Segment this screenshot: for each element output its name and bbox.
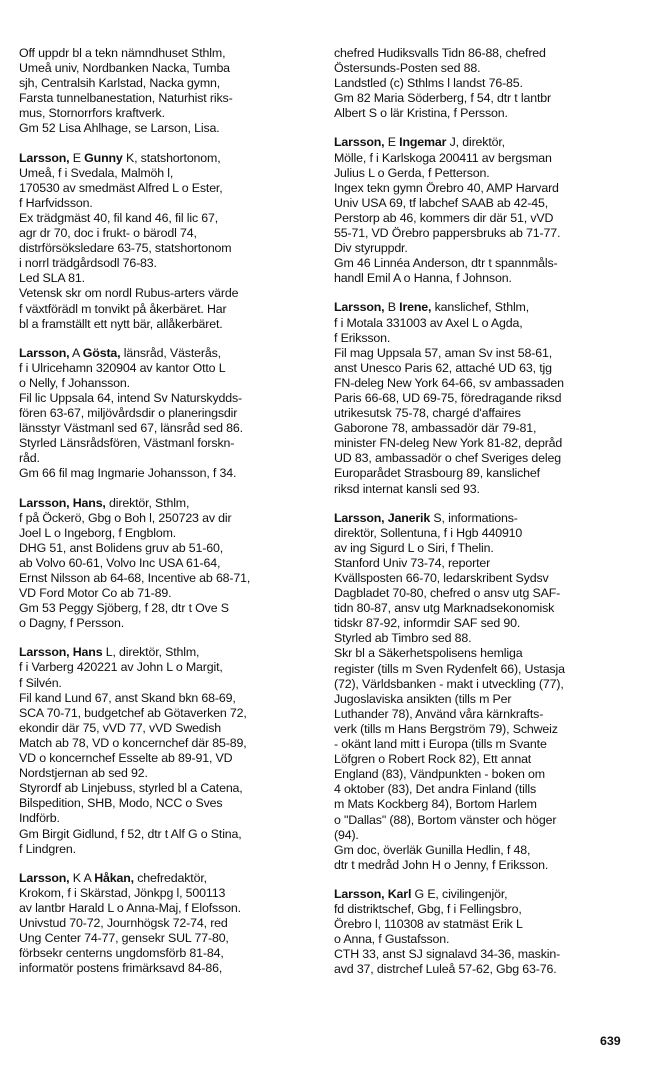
entry-text: Ingex tekn gymn Örebro 40, AMP Harvard (334, 180, 559, 195)
text-line (334, 858, 630, 873)
text-line (19, 302, 315, 317)
text-line (334, 631, 630, 646)
text-line (19, 842, 315, 857)
entry-text: m Mats Kockberg 84), Bortom Harlem (334, 797, 537, 812)
entry-text: chefredaktör, (133, 870, 207, 885)
text-line (19, 226, 315, 241)
entry-text: VD o koncernchef Esselte ab 89-91, VD (19, 751, 233, 766)
entry-text: o Dagny, f Persson. (19, 616, 125, 631)
text-line (334, 902, 630, 917)
entry-text: Match ab 78, VD o koncernchef där 85-89, (19, 735, 247, 750)
page-number: 639 (600, 1034, 621, 1048)
entry-text: förbsekr centerns ungdomsförb 81-84, (19, 946, 224, 961)
text-line (334, 196, 630, 211)
entry-name: Håkan, (94, 870, 134, 885)
entry-name: Larsson, (19, 150, 70, 165)
entry-text: Albert S o lär Kristina, f Persson. (334, 106, 508, 121)
entry-name: Larsson, Hans (19, 645, 103, 660)
text-line (19, 601, 315, 616)
entry-text: f i Motala 331003 av Axel L o Agda, (334, 315, 523, 330)
entry-text: S, informations- (430, 510, 518, 525)
text-line (19, 511, 315, 526)
right-column (334, 46, 630, 991)
entry-text: Nordstjernan ab sed 92. (19, 766, 148, 781)
text-line (19, 721, 315, 736)
text-line (19, 781, 315, 796)
text-line (19, 691, 315, 706)
text-line (334, 361, 630, 376)
entry-name: Larsson, Karl (334, 886, 412, 901)
entry-text: (94). (334, 827, 359, 842)
entry-text: Krokom, f i Skärstad, Jönkpg l, 500113 (19, 885, 226, 900)
biography-entry (334, 46, 630, 121)
entry-text: K, statshortonom, (122, 150, 221, 165)
text-line (19, 541, 315, 556)
text-line (19, 706, 315, 721)
text-line (334, 226, 630, 241)
entry-text: England (83), Vändpunkten - boken om (334, 767, 545, 782)
entry-text: ekondir där 75, vVD 77, vVD Swedish (19, 720, 222, 735)
text-line (19, 406, 315, 421)
entry-text: Fil kand Lund 67, anst Skand bkn 68-69, (19, 690, 236, 705)
text-line (19, 931, 315, 946)
text-line (334, 767, 630, 782)
entry-text: Löfgren o Robert Rock 82), Ett annat (334, 752, 532, 767)
entry-text: verk (tills m Hans Bergström 79), Schweiz (334, 721, 558, 736)
text-line (19, 91, 315, 106)
entry-text: UD 83, ambassadör o chef Sveriges deleg (334, 451, 561, 466)
entry-text: Ex trädgmäst 40, fil kand 46, fil lic 67, (19, 210, 219, 225)
text-line (19, 271, 315, 286)
entry-text: f i Varberg 420221 av John L o Margit, (19, 660, 223, 675)
text-line (19, 496, 315, 511)
entry-text: Gm 46 Linnéa Anderson, dtr t spannmåls- (334, 256, 558, 271)
text-line (334, 421, 630, 436)
text-line (19, 556, 315, 571)
text-line (19, 181, 315, 196)
entry-text: länsstyr Västmanl sed 67, länsråd sed 86. (19, 421, 243, 436)
entry-text: f Silvén. (19, 675, 62, 690)
text-line (334, 752, 630, 767)
entry-text: Gm doc, överläk Gunilla Hedlin, f 48, (334, 842, 531, 857)
entry-name: Gösta, (82, 345, 121, 360)
entry-text: SCA 70-71, budgetchef ab Götaverken 72, (19, 705, 247, 720)
text-line (334, 887, 630, 902)
text-line (19, 61, 315, 76)
text-line (19, 421, 315, 436)
entry-text: råd. (19, 451, 40, 466)
text-line (334, 646, 630, 661)
biography-entry (19, 645, 315, 856)
entry-text: chefred Hudiksvalls Tidn 86-88, chefred (334, 46, 546, 60)
text-line (334, 692, 630, 707)
text-line (334, 300, 630, 315)
entry-text: Fil mag Uppsala 57, aman Sv inst 58-61, (334, 345, 552, 360)
text-line (334, 316, 630, 331)
text-line (19, 886, 315, 901)
text-line (334, 76, 630, 91)
entry-text: FN-deleg New York 64-66, sv ambassaden (334, 375, 564, 390)
entry-text: E (69, 150, 85, 165)
text-line (334, 662, 630, 677)
entry-text: 170530 av smedmäst Alfred L o Ester, (19, 180, 223, 195)
text-line (334, 586, 630, 601)
text-line (334, 571, 630, 586)
entry-text: riksd internat kansli sed 93. (334, 481, 480, 496)
entry-text: f Harfvidsson. (19, 195, 93, 210)
entry-text: f Lindgren. (19, 841, 76, 856)
left-column (19, 46, 315, 990)
text-line (19, 286, 315, 301)
text-line (19, 256, 315, 271)
entry-text: Styrled ab Timbro sed 88. (334, 631, 472, 646)
text-line (19, 811, 315, 826)
entry-text: sjh, Centralsih Karlstad, Nacka gymn, (19, 76, 221, 91)
biography-entry (19, 871, 315, 977)
text-line (19, 871, 315, 886)
entry-name: Larsson, Hans, (19, 495, 106, 510)
entry-name: Larsson, (334, 135, 385, 150)
text-line (334, 466, 630, 481)
text-line (19, 151, 315, 166)
text-line (334, 482, 630, 497)
text-line (334, 813, 630, 828)
entry-text: distrförsöksledare 63-75, statshortonom (19, 241, 232, 256)
entry-text: Gm 66 fil mag Ingmarie Johansson, f 34. (19, 466, 237, 481)
entry-text: Luthander 78), Använd våra kärnkrafts- (334, 706, 544, 721)
text-line (19, 391, 315, 406)
text-line (19, 46, 315, 61)
entry-text: (72), Världsbanken - makt i utveckling (77), (334, 676, 564, 691)
text-line (19, 946, 315, 961)
text-line (334, 346, 630, 361)
entry-text: Vetensk skr om nordl Rubus-arters värde (19, 286, 239, 301)
entry-text: direktör, Sthlm, (105, 495, 190, 510)
entry-text: Östersunds-Posten sed 88. (334, 61, 481, 76)
entry-text: avd 37, distrchef Luleå 57-62, Gbg 63-76. (334, 962, 557, 977)
entry-text: E (384, 135, 400, 150)
biography-entry (334, 300, 630, 496)
entry-text: f på Öckerö, Gbg o Boh l, 250723 av dir (19, 510, 232, 525)
text-line (19, 346, 315, 361)
entry-text: av lantbr Harald L o Anna-Maj, f Elofsson. (19, 900, 241, 915)
text-line (19, 376, 315, 391)
text-line (334, 677, 630, 692)
entry-text: i norrl trädgårdsodl 76-83. (19, 256, 157, 271)
text-line (334, 616, 630, 631)
entry-text: 55-71, VD Örebro pappersbruks ab 71-77. (334, 226, 561, 241)
entry-text: Perstorp ab 46, kommers dir där 51, vVD (334, 210, 554, 225)
text-line (19, 660, 315, 675)
text-line (19, 121, 315, 136)
entry-text: handl Emil A o Hanna, f Johnson. (334, 271, 512, 286)
text-line (334, 947, 630, 962)
text-line (19, 241, 315, 256)
text-line (19, 196, 315, 211)
biography-entry (19, 151, 315, 332)
entry-text: Örebro l, 110308 av statmäst Erik L (334, 917, 523, 932)
entry-name: Gunny (84, 150, 123, 165)
entry-text: Led SLA 81. (19, 271, 85, 286)
entry-text: minister FN-deleg New York 81-82, depråd (334, 436, 563, 451)
text-line (334, 331, 630, 346)
text-line (334, 391, 630, 406)
text-line (334, 436, 630, 451)
entry-text: register (tills m Sven Rydenfelt 66), Ustasja (334, 661, 565, 676)
text-line (19, 827, 315, 842)
entry-text: Julius L o Gerda, f Petterson. (334, 165, 490, 180)
entry-text: VD Ford Motor Co ab 71-89. (19, 586, 172, 601)
entry-text: o Nelly, f Johansson. (19, 375, 130, 390)
biography-entry (334, 511, 630, 873)
entry-text: Gm Birgit Gidlund, f 52, dtr t Alf G o Stina, (19, 826, 242, 841)
biography-entry (334, 135, 630, 286)
text-line (19, 796, 315, 811)
text-line (334, 843, 630, 858)
entry-text: Dagbladet 70-80, chefred o ansv utg SAF- (334, 586, 561, 601)
text-line (334, 166, 630, 181)
text-line (334, 135, 630, 150)
text-line (19, 586, 315, 601)
text-line (19, 901, 315, 916)
text-line (334, 932, 630, 947)
text-line (334, 271, 630, 286)
entry-text: K A (69, 870, 95, 885)
biography-entry (334, 887, 630, 978)
entry-name: Irene, (399, 300, 432, 315)
entry-text: o Anna, f Gustafsson. (334, 932, 450, 947)
biography-entry (19, 346, 315, 482)
entry-text: Univ USA 69, tf labchef SAAB ab 42-45, (334, 195, 549, 210)
text-line (334, 181, 630, 196)
entry-text: Off uppdr bl a tekn nämndhuset Sthlm, (19, 46, 226, 60)
text-line (19, 436, 315, 451)
text-line (334, 376, 630, 391)
text-line (334, 707, 630, 722)
text-line (19, 961, 315, 976)
text-line (334, 106, 630, 121)
entry-text: kanslichef, Sthlm, (431, 300, 530, 315)
entry-text: f i Ulricehamn 320904 av kantor Otto L (19, 360, 226, 375)
text-line (334, 241, 630, 256)
text-line (19, 766, 315, 781)
entry-text: Paris 66-68, UD 69-75, föredragande riksd (334, 390, 562, 405)
text-line (19, 645, 315, 660)
entry-text: länsråd, Västerås, (120, 345, 221, 360)
text-line (334, 406, 630, 421)
entry-text: Farsta tunnelbanestation, Naturhist riks- (19, 91, 233, 106)
text-line (334, 828, 630, 843)
entry-text: av ing Sigurd L o Siri, f Thelin. (334, 540, 494, 555)
text-line (19, 526, 315, 541)
entry-text: Ernst Nilsson ab 64-68, Incentive ab 68-71, (19, 571, 251, 585)
text-line (334, 451, 630, 466)
entry-text: B (384, 300, 400, 315)
entry-text: tidskr 87-92, informdir SAF sed 90. (334, 616, 521, 631)
entry-name: Larsson, (19, 870, 70, 885)
text-line (19, 211, 315, 226)
text-line (334, 962, 630, 977)
text-line (19, 571, 315, 586)
text-line (334, 917, 630, 932)
entry-text: anst Unesco Paris 62, attaché UD 63, tjg (334, 360, 552, 375)
text-line (334, 211, 630, 226)
text-line (334, 737, 630, 752)
entry-text: 4 oktober (83), Det andra Finland (tills (334, 782, 536, 797)
entry-name: Larsson, Janerik (334, 510, 431, 525)
text-line (19, 317, 315, 332)
entry-text: Mölle, f i Karlskoga 200411 av bergsman (334, 150, 552, 165)
entry-text: ab Volvo 60-61, Volvo Inc USA 61-64, (19, 555, 221, 570)
text-line (19, 106, 315, 121)
text-line (334, 256, 630, 271)
text-line (334, 46, 630, 61)
text-line (19, 166, 315, 181)
biography-entry (19, 496, 315, 632)
text-line (334, 601, 630, 616)
entry-text: bl a framställt ett nytt bär, allåkerbäret. (19, 316, 223, 331)
entry-text: fören 63-67, miljövårdsdir o planeringsdir (19, 406, 238, 421)
text-line (19, 616, 315, 631)
entry-text: Gm 53 Peggy Sjöberg, f 28, dtr t Ove S (19, 601, 229, 616)
text-line (334, 526, 630, 541)
entry-text: Indförb. (19, 811, 60, 826)
entry-text: Univstud 70-72, Journhögsk 72-74, red (19, 915, 228, 930)
text-line (334, 61, 630, 76)
text-line (19, 751, 315, 766)
entry-text: Styrled Länsrådsfören, Västmanl forskn- (19, 436, 235, 451)
entry-text: Kvällsposten 66-70, ledarskribent Sydsv (334, 571, 549, 585)
entry-text: Europarådet Strasbourg 89, kanslichef (334, 466, 540, 481)
text-line (334, 556, 630, 571)
text-line (19, 916, 315, 931)
entry-text: informatör postens frimärksavd 84-86, (19, 961, 223, 976)
entry-text: Umeå, f i Svedala, Malmöh l, (19, 165, 174, 180)
entry-text: tidn 80-87, ansv utg Marknadsekonomisk (334, 601, 555, 616)
text-line (19, 466, 315, 481)
entry-text: Jugoslaviska ansikten (tills m Per (334, 691, 512, 706)
entry-text: Stanford Univ 73-74, reporter (334, 555, 491, 570)
entry-text: Fil lic Uppsala 64, intend Sv Naturskydds- (19, 390, 243, 405)
entry-text: Joel L o Ingeborg, f Engblom. (19, 525, 177, 540)
entry-text: mus, Stornorrfors kraftverk. (19, 106, 165, 121)
entry-text: L, direktör, Sthlm, (102, 645, 200, 660)
entry-text: G E, civilingenjör, (411, 886, 508, 901)
entry-text: CTH 33, anst SJ signalavd 34-36, maskin- (334, 947, 561, 962)
entry-text: Landstled (c) Sthlms l landst 76-85. (334, 76, 523, 91)
biography-entry (19, 46, 315, 137)
entry-text: DHG 51, anst Bolidens gruv ab 51-60, (19, 540, 223, 555)
text-line (19, 361, 315, 376)
entry-text: f växtförädl m tonvikt på åkerbäret. Har (19, 301, 227, 316)
entry-text: o "Dallas" (88), Bortom vänster och höger (334, 812, 557, 827)
entry-text: Styrordf ab Linjebuss, styrled bl a Catena, (19, 781, 243, 796)
text-line (19, 451, 315, 466)
text-line (334, 511, 630, 526)
entry-name: Ingemar (399, 135, 447, 150)
entry-text: J, direktör, (446, 135, 505, 150)
entry-name: Larsson, (334, 300, 385, 315)
entry-text: utrikesutsk 75-78, chargé d'affaires (334, 406, 521, 421)
text-line (19, 736, 315, 751)
entry-name: Larsson, (19, 345, 70, 360)
entry-text: Ung Center 74-77, gensekr SUL 77-80, (19, 931, 229, 946)
text-line (334, 541, 630, 556)
text-line (19, 676, 315, 691)
entry-text: Gaborone 78, ambassadör där 79-81, (334, 421, 537, 436)
entry-text: direktör, Sollentuna, f i Hgb 440910 (334, 525, 523, 540)
text-line (334, 797, 630, 812)
entry-text: Gm 82 Maria Söderberg, f 54, dtr t lantbr (334, 91, 551, 106)
text-line (334, 782, 630, 797)
entry-text: agr dr 70, doc i frukt- o bärodl 74, (19, 226, 197, 241)
entry-text: Div styruppdr. (334, 241, 408, 256)
entry-text: fd distriktschef, Gbg, f i Fellingsbro, (334, 901, 522, 916)
text-line (334, 151, 630, 166)
entry-text: f Eriksson. (334, 330, 391, 345)
text-line (334, 91, 630, 106)
entry-text: - okänt land mitt i Europa (tills m Svante (334, 737, 547, 752)
entry-text: Gm 52 Lisa Ahlhage, se Larson, Lisa. (19, 121, 220, 136)
entry-text: Umeå univ, Nordbanken Nacka, Tumba (19, 61, 230, 76)
text-line (19, 76, 315, 91)
entry-text: dtr t medråd John H o Jenny, f Eriksson. (334, 857, 549, 872)
entry-text: A (69, 345, 83, 360)
entry-text: Skr bl a Säkerhetspolisens hemliga (334, 646, 523, 661)
entry-text: Bilspedition, SHB, Modo, NCC o Sves (19, 796, 223, 811)
text-line (334, 722, 630, 737)
